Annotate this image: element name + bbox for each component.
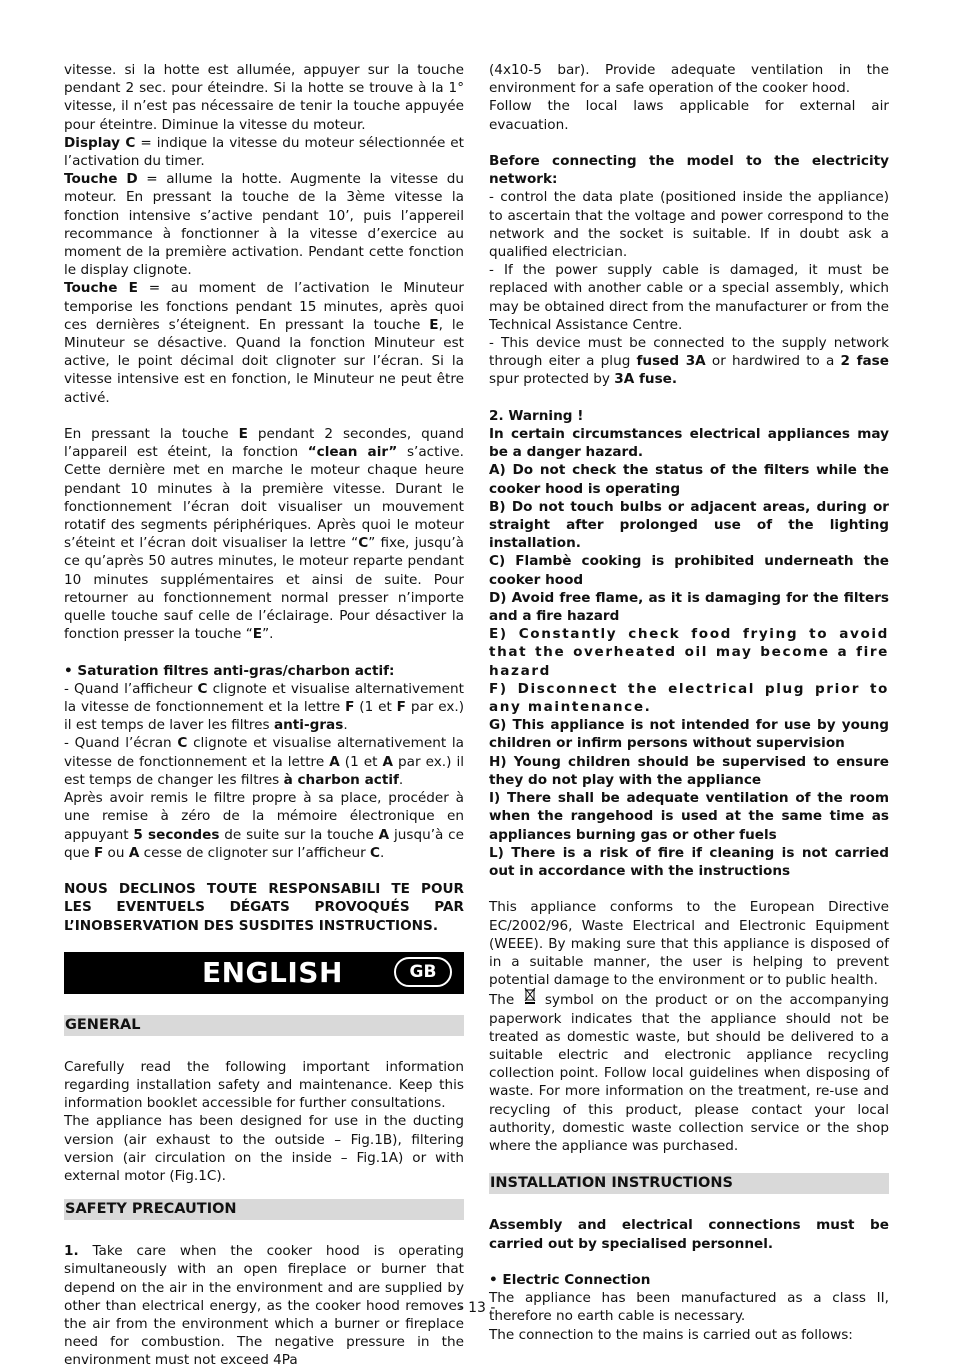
text: de suite sur la touche — [219, 826, 379, 843]
bold-term: Touche E — [64, 280, 138, 297]
warning-item — [489, 789, 889, 844]
text: pendant 2 secondes, quand l’appareil est éteint, la fonction — [64, 426, 464, 461]
text: Take care when the cooker hood is operating simultaneously with an open fireplace or burner that depend on the air in the environment and are supplied by other than electrical energy, as the cooker hood removes the air from the environment which a burner or fireplace need for combustion. The negative pressure in the environment must not exceed 4Pa — [64, 1243, 464, 1369]
section-heading-installation: INSTALLATION INSTRUCTIONS — [489, 1173, 889, 1194]
text: cesse de clignoter sur l’afficheur — [139, 844, 371, 861]
warning-item — [489, 552, 889, 588]
language-title: ENGLISH — [202, 955, 343, 989]
text: , le Minuteur se désactive. Quand la fonction Minuteur est active, le point décimal doit clignoter sur l’écran. Si la vitesse intensive est en fonction, le Minuteur ne peut être activé. — [64, 316, 464, 406]
text: - Quand l’écran — [64, 735, 178, 752]
paragraph — [489, 334, 889, 389]
text: Après avoir remis le filtre propre à sa place, procéder à une remise à zéro de la mémoire électronique en appuyant — [64, 790, 464, 843]
paragraph — [489, 1216, 889, 1252]
text: = au moment de l’activation le Minuteur temporise les fonctions pendant 15 minutes, après quoi ces dernières s’éteignent. En pressant la touche — [64, 280, 464, 333]
bold-term: à charbon actif — [283, 771, 399, 788]
bold-term: L) There is a risk of fire if cleaning is not carried out in accordance with the instructions — [489, 844, 889, 879]
bold-term: C — [358, 535, 369, 552]
text: (1 et — [354, 699, 397, 716]
paragraph: The connection to the mains is carried out as follows: — [489, 1326, 853, 1343]
text: par ex.) il est temps de changer les filtres — [64, 753, 464, 788]
text: . — [380, 844, 385, 861]
page-number: - 13 - — [458, 1300, 496, 1316]
bold-term: C — [197, 680, 208, 697]
warning-item — [489, 716, 889, 752]
bold-term: • Electric Connection — [489, 1271, 651, 1288]
text: . — [343, 717, 348, 734]
bold-term: E) Constantly check food frying to avoid that the overheated oil may become a fire hazard — [489, 626, 889, 679]
bold-term: A — [382, 753, 394, 770]
text: clignote et visualise alternativement la vitesse de fonctionnement et la lettre — [64, 680, 464, 716]
paragraph — [64, 425, 464, 643]
bold-term: 1. — [64, 1243, 79, 1260]
bold-term: A) Do not check the status of the filters while the cooker hood is operating — [489, 462, 889, 497]
text: or hardwired to a — [705, 353, 841, 370]
paragraph: vitesse. si la hotte est allumée, appuyer sur la touche pendant 2 sec. pour éteindre. Si la hotte se trouve à la 1° vitesse, il n’est pas nécessaire de tenir la touche appuyée pour éteintre. Diminue la vitesse du moteur. — [64, 62, 464, 133]
bold-term: C — [177, 735, 188, 752]
bold-term: NOUS DECLINOS TOUTE RESPONSABILI TE POUR LES EVENTUELS DÉGATS PROVOQUÉS PAR L’INOBSERVATION DES SUSDITES INSTRUCTIONS. — [64, 881, 464, 934]
section-heading-general: GENERAL — [64, 1015, 464, 1036]
text: ”. — [262, 626, 274, 643]
text: - This device must be connected to the supply network through eiter a plug — [489, 335, 889, 370]
text: jusqu’à ce que — [64, 826, 464, 861]
bold-term: “clean air” — [307, 444, 398, 461]
subheading — [489, 1271, 889, 1289]
bold-term: D) Avoid free flame, as it is damaging for the filters and a fire hazard — [489, 589, 889, 625]
paragraph: - If the power supply cable is damaged, it must be replaced with another cable or a special assembly, which may be obtained direct from the manufacturer or from the Technical Assistance Centre. — [489, 262, 889, 333]
bold-term: F) Disconnect the electrical plug prior to any maintenance. — [489, 680, 889, 716]
bold-term: F — [396, 699, 406, 716]
bold-term: In certain circumstances electrical appliances may be a danger hazard. — [489, 426, 889, 461]
disclaimer — [64, 880, 464, 935]
paragraph — [64, 680, 464, 735]
text: par ex.) il est temps de laver les filtres — [64, 699, 465, 734]
text: ou — [103, 844, 129, 861]
warning-item — [489, 589, 889, 625]
subheading — [489, 407, 889, 425]
paragraph: - control the data plate (positioned inside the appliance) to ascertain that the voltage and power correspond to the network and the socket is suitable. If in doubt ask a qualified electrician. — [489, 189, 889, 261]
bold-term: 3A fuse. — [614, 371, 678, 388]
bold-term: 5 secondes — [133, 826, 220, 843]
text: = allume la hotte. Augmente la vitesse du moteur. En pressant la touche de la 3ème vitesse la fonction intensive s’active pendant 10’, puis l’appereil recommance à fonctionner à la vitesse d’exercice au moment de la première activation. Pendant cette fonction le display clignote. — [64, 171, 464, 279]
bold-term: A — [128, 844, 140, 861]
bold-term: C — [370, 844, 380, 861]
warning-item — [489, 753, 889, 789]
text: ” fixe, jusqu’à ce qu’après 50 autres minutes, le moteur reparte pendant 10 minutes supplémentaires et ainsi de suite. Pour retourner au fonctionnement normal presser n’importe quelle touche sauf celle de l’éclairage. Pour désactiver la fonction presser la touche “ — [64, 535, 464, 643]
bold-term: F — [345, 699, 355, 716]
warning-item — [489, 680, 889, 716]
paragraph: Follow the local laws applicable for external air evacuation. — [489, 98, 889, 133]
bold-term: 2. Warning ! — [489, 407, 584, 424]
paragraph: Carefully read the following important information regarding installation safety and maintenance. Keep this information booklet accessible for further consultations. — [64, 1058, 464, 1112]
warning-item — [489, 844, 889, 880]
bold-term: Assembly and electrical connections must be carried out by specialised personnel. — [489, 1217, 889, 1252]
section-heading-safety: SAFETY PRECAUTION — [64, 1199, 464, 1220]
bold-term: F — [93, 844, 104, 861]
paragraph — [64, 734, 464, 789]
bold-term: E — [252, 626, 263, 643]
text: symbol on the product or on the accompanying paperwork indicates that the appliance should not be treated as domestic waste, but should be delivered to a suitable electric and electronic appliance recycling collection point. Follow local guidelines when disposing of waste. For more information on the treatment, re-use and recycling of this product, please contact your local authority, domestic waste collection service or the shop where the appliance was purchased. — [489, 992, 889, 1154]
text: spur protected by — [489, 371, 615, 388]
paragraph — [64, 789, 464, 862]
text: The — [489, 992, 522, 1009]
paragraph: The appliance has been designed for use in the ducting version (air exhaust to the outside – Fig.1B), filtering version (air circulation on the inside – Fig.1A) or with external motor (Fig.1C). — [64, 1113, 464, 1184]
bold-term: • Saturation filtres anti-gras/charbon actif: — [64, 662, 395, 679]
language-badge: GB — [394, 957, 452, 987]
warning-item — [489, 461, 889, 497]
bold-term: C) Flambè cooking is prohibited underneath the cooker hood — [489, 553, 889, 588]
bold-term: A — [378, 826, 390, 843]
text: clignote et visualise alternativement la vitesse de fonctionnement et la lettre — [64, 735, 464, 770]
paragraph — [489, 991, 889, 1155]
text: = indique la vitesse du moteur sélectionnée et l’activation du timer. — [64, 134, 464, 170]
bold-term: H) Young children should be supervised to ensure they do not play with the appliance — [489, 753, 889, 788]
paragraph: (4x10-5 bar). Provide adequate ventilation in the environment for a safe operation of the cooker hood. — [489, 62, 889, 97]
crossed-out-wheelie-bin-icon — [524, 991, 536, 1005]
left-column — [64, 61, 464, 1370]
bold-term: Before connecting the model to the electricity network: — [489, 153, 889, 188]
bold-term: B) Do not touch bulbs or adjacent areas, during or straight after prolonged use of the lighting installation. — [489, 498, 889, 552]
bold-term: Display C — [64, 134, 136, 151]
paragraph: The appliance has been manufactured as a class II, therefore no earth cable is necessary. — [489, 1290, 889, 1325]
warning-item — [489, 425, 889, 461]
text: En pressant la touche — [64, 426, 239, 443]
warning-item — [489, 625, 889, 680]
warning-item — [489, 498, 889, 553]
bold-term: anti-gras — [273, 717, 344, 734]
subheading — [489, 152, 889, 188]
bold-term: I) There shall be adequate ventilation of the room when the rangehood is used at the same time as appliances burning gas or other fuels — [489, 790, 889, 843]
bold-term: fused 3A — [636, 353, 706, 370]
language-banner — [64, 952, 464, 994]
paragraph — [64, 279, 464, 406]
paragraph — [64, 170, 464, 279]
bold-term: G) This appliance is not intended for use by young children or infirm persons without supervision — [489, 717, 889, 752]
subheading — [64, 662, 464, 680]
paragraph — [64, 134, 464, 170]
text: - Quand l’afficheur — [64, 680, 198, 697]
bold-term: 2 fase — [840, 353, 889, 370]
text: (1 et — [339, 753, 383, 770]
bold-term: A — [329, 753, 340, 770]
text: s’active. Cette dernière met en marche le moteur chaque heure pendant 10 minutes à la première vitesse. Durant le fonctionnement l’écran doit visualiser un mouvement rotatif des segments périphériques. Après quoi le moteur s’éteint et l’écran doit visualiser la lettre “ — [64, 444, 464, 552]
text: . — [398, 771, 404, 788]
right-column — [489, 61, 889, 1344]
bold-term: E — [429, 316, 439, 333]
bold-term: E — [238, 426, 248, 443]
paragraph: This appliance conforms to the European Directive EC/2002/96, Waste Electrical and Electronic Equipment (WEEE). By making sure that this appliance is disposed of in a suitable manner, the user is helping to prevent potential damage to the environment or to public health. — [489, 899, 889, 989]
bold-term: Touche D — [64, 171, 138, 188]
